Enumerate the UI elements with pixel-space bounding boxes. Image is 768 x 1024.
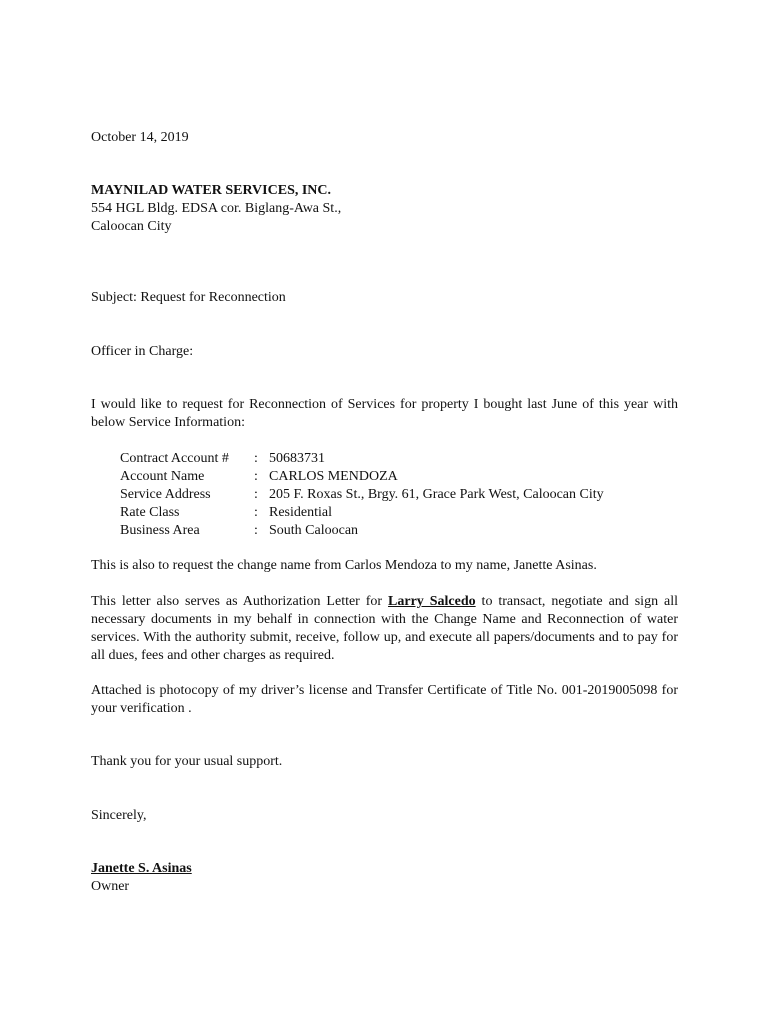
- table-row: [120, 450, 604, 468]
- service-info-value: Residential: [269, 505, 332, 520]
- service-info-label: Account Name: [120, 469, 205, 484]
- service-info-separator: :: [254, 469, 258, 484]
- thanks-line: [91, 753, 678, 771]
- service-info-value: South Caloocan: [269, 523, 359, 538]
- authorized-person-name: Larry Salcedo: [388, 594, 476, 609]
- subject-text: Subject: Request for Reconnection: [91, 290, 286, 305]
- authorization-paragraph: [91, 593, 678, 665]
- authorization-text-before: This letter also serves as Authorization Letter for: [91, 594, 389, 609]
- signatory-name: Janette S. Asinas: [91, 861, 192, 876]
- date-text: October 14, 2019: [91, 130, 189, 145]
- service-info-value: 50683731: [269, 451, 325, 466]
- service-info-separator: :: [254, 451, 258, 466]
- service-info-label: Business Area: [120, 523, 200, 538]
- closing-text: Sincerely,: [91, 808, 147, 823]
- service-info-label: Contract Account #: [120, 451, 229, 466]
- signature-block: [91, 860, 678, 896]
- salutation: [91, 343, 678, 361]
- table-row: [120, 468, 604, 486]
- attachment-paragraph: Attached is photocopy of my driver’s license and Transfer Certificate of Title No. 001-2019005098 for your verification .: [91, 683, 678, 716]
- recipient-address-line2: Caloocan City: [91, 219, 172, 234]
- service-info-separator: :: [254, 505, 258, 520]
- authorization-text-after: to transact, negotiate and sign all necessary documents in my behalf in connection with the Change Name and Reconnection of water services. With the authority submit, receive, follow up, and execute all papers/documents and to pay for all dues, fees and other charges as required.: [91, 594, 678, 663]
- service-info-separator: :: [254, 523, 258, 538]
- service-info-separator: :: [254, 487, 258, 502]
- table-row: [120, 486, 604, 504]
- recipient-block: [91, 182, 678, 236]
- salutation-text: Officer in Charge:: [91, 344, 194, 359]
- recipient-address-line1: 554 HGL Bldg. EDSA cor. Biglang-Awa St.,: [91, 201, 342, 216]
- service-info-value: 205 F. Roxas St., Brgy. 61, Grace Park West, Caloocan City: [269, 487, 604, 502]
- change-name-text: This is also to request the change name from Carlos Mendoza to my name, Janette Asinas.: [91, 558, 597, 573]
- intro-paragraph: I would like to request for Reconnection of Services for property I bought last June of this year with below Service Information:: [91, 397, 678, 430]
- recipient-company: MAYNILAD WATER SERVICES, INC.: [91, 183, 332, 198]
- table-row: [120, 504, 604, 522]
- table-row: [120, 522, 604, 540]
- subject-line: [91, 289, 678, 307]
- change-name-paragraph: [91, 557, 678, 575]
- thanks-text: Thank you for your usual support.: [91, 754, 283, 769]
- service-info-value: CARLOS MENDOZA: [269, 469, 398, 484]
- letter-date: [91, 129, 678, 147]
- service-info-label: Rate Class: [120, 505, 180, 520]
- closing-line: [91, 807, 678, 825]
- service-info-table: [120, 450, 604, 540]
- service-info-label: Service Address: [120, 487, 211, 502]
- signatory-title: Owner: [91, 879, 130, 894]
